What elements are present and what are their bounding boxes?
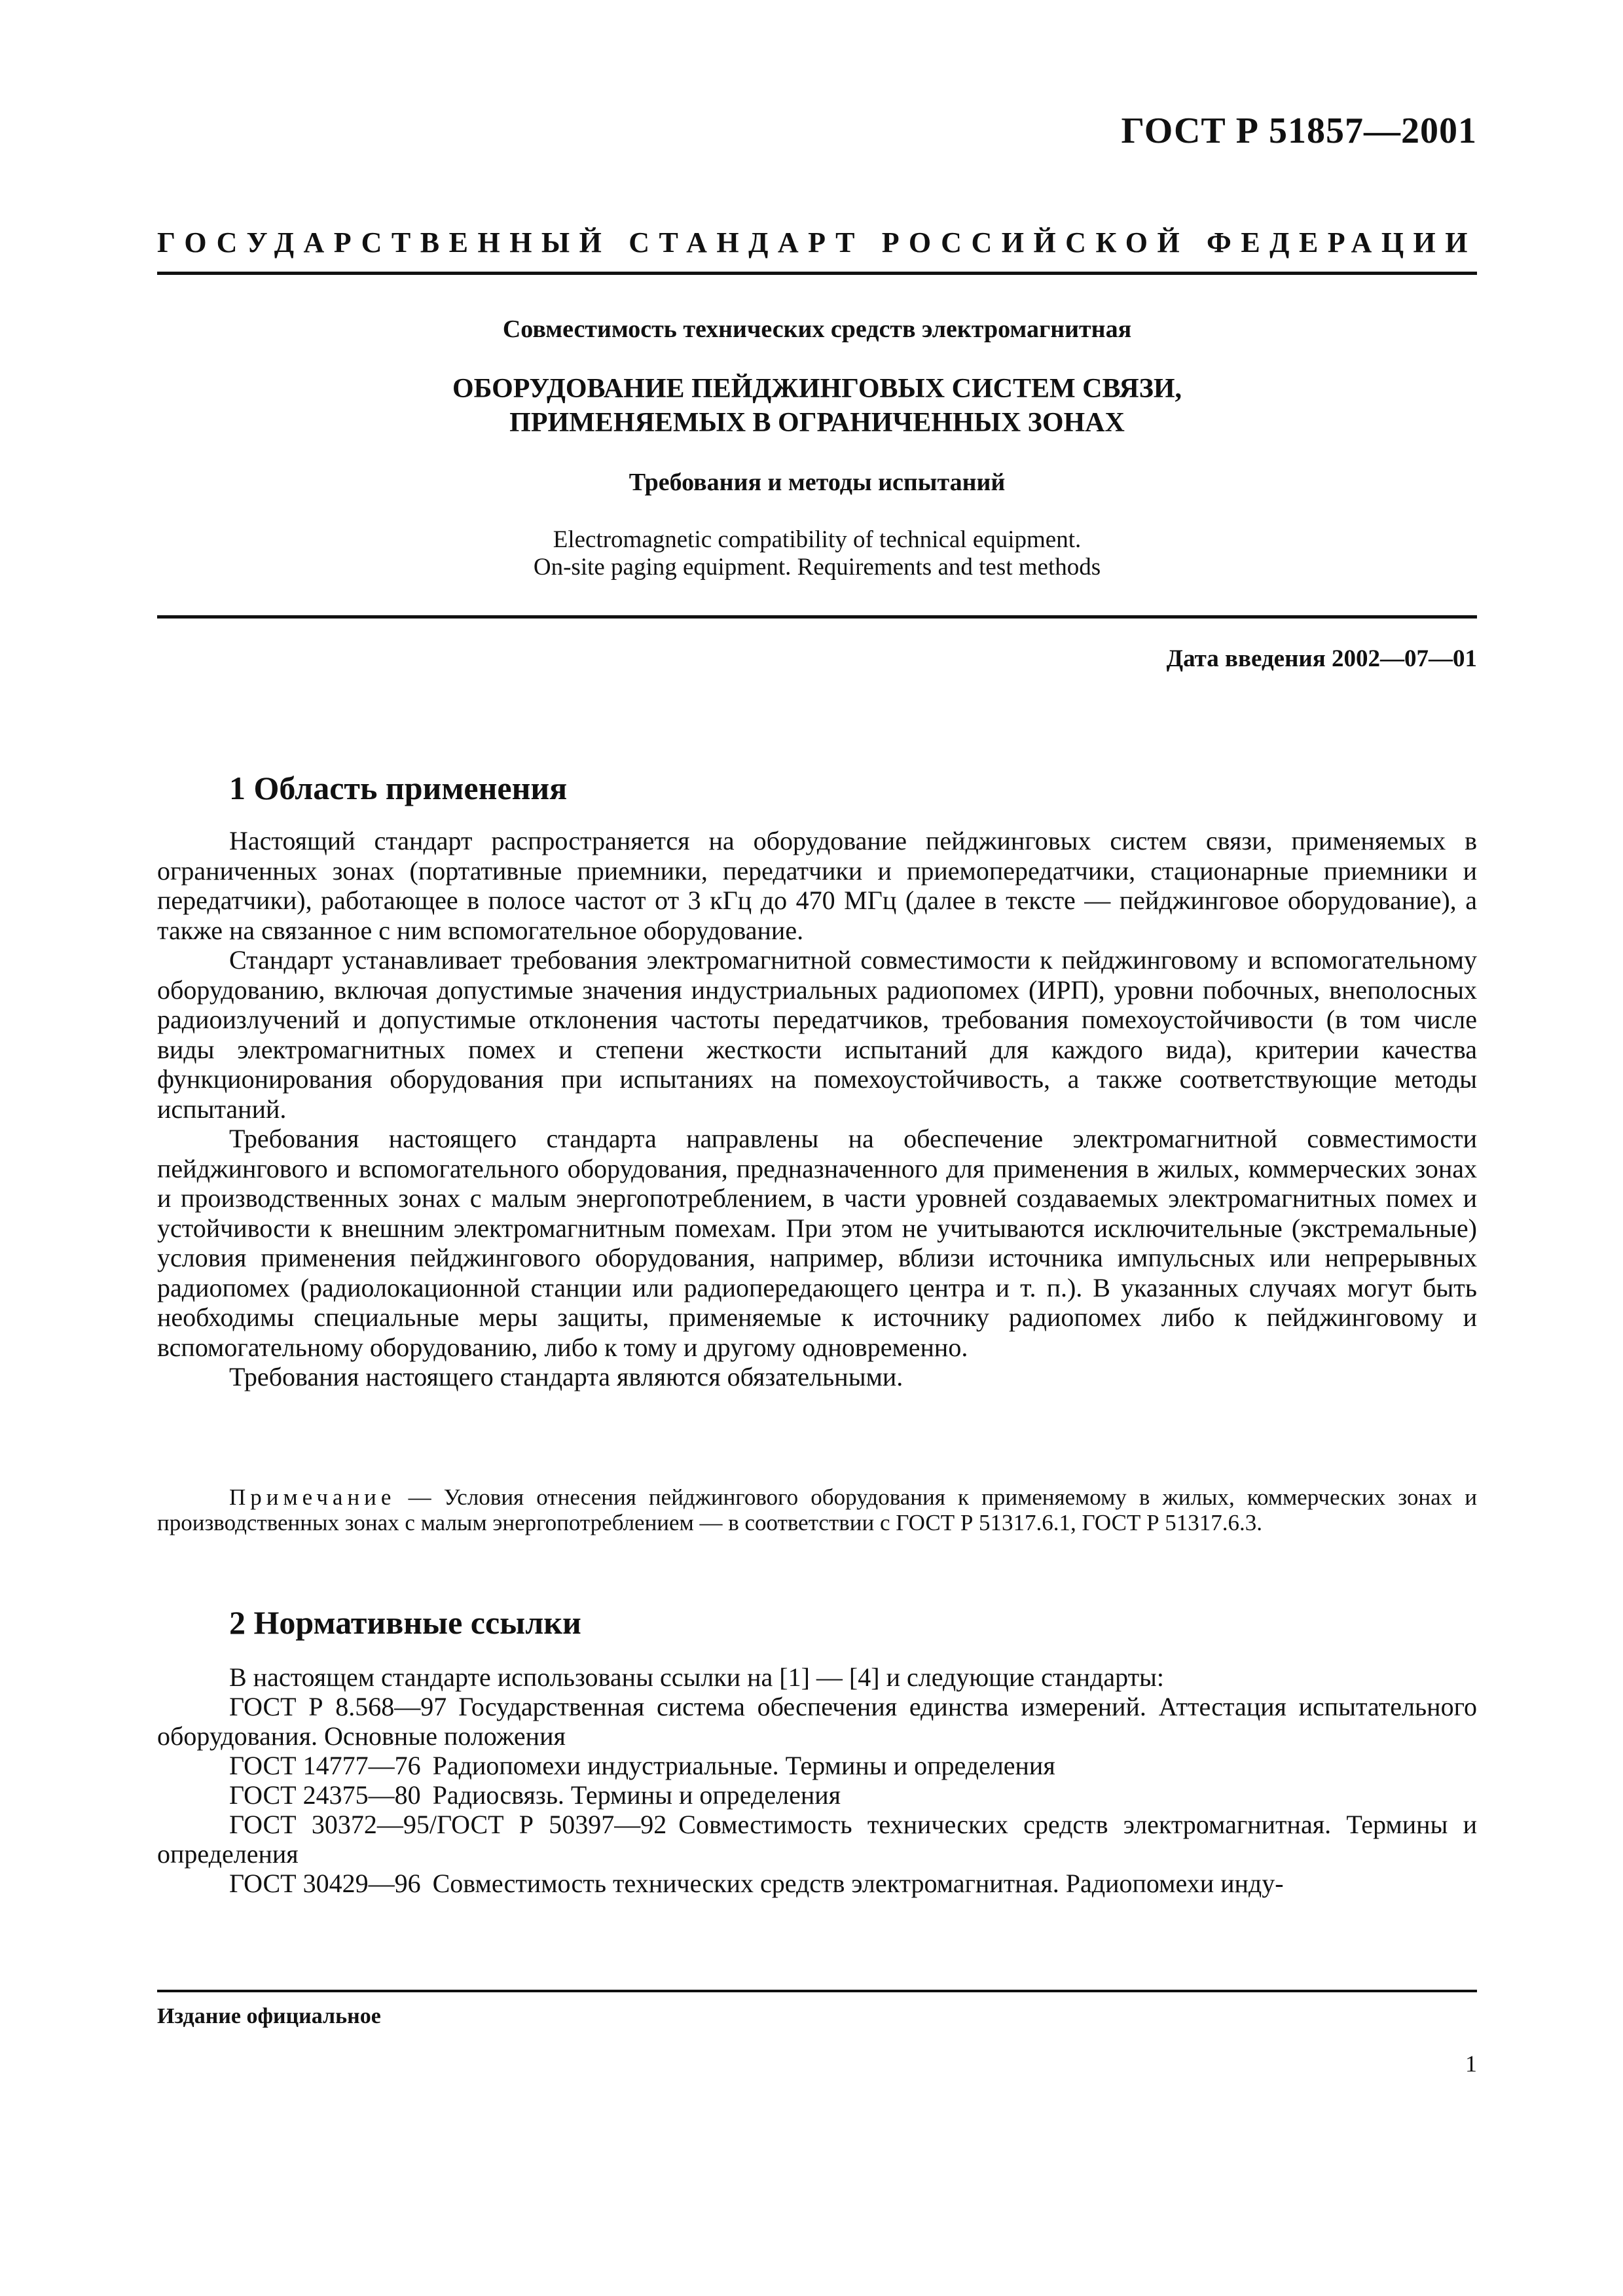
reference-item — [157, 1780, 1477, 1810]
section-2-heading: 2 Нормативные ссылки — [229, 1604, 581, 1641]
title-block — [157, 313, 1477, 581]
note-label: Примечание — [229, 1484, 396, 1510]
reference-title: Совместимость технических средств электромагнитная. Термины и определения — [157, 1810, 1478, 1869]
section-1-paragraph: Требования настоящего стандарта являются обязательными. — [229, 1362, 903, 1391]
page-number: 1 — [1465, 2051, 1477, 2077]
note-paragraph — [157, 1484, 1477, 1535]
reference-item — [157, 1869, 1477, 1898]
section-1-heading: 1 Область применения — [229, 770, 568, 806]
references-intro: В настоящем стандарте использованы ссылки на [1] — [4] и следующие стандарты: — [229, 1662, 1165, 1692]
introduction-date: Дата введения 2002—07—01 — [1166, 645, 1477, 672]
reference-code: ГОСТ 30429—96 — [229, 1869, 421, 1898]
reference-title: Государственная система обеспечения единства измерений. Аттестация испытательного оборудования. Основные положения — [157, 1692, 1477, 1751]
reference-code: ГОСТ 14777—76 — [229, 1751, 421, 1780]
main-title-line-1: ОБОРУДОВАНИЕ ПЕЙДЖИНГОВЫХ СИСТЕМ СВЯЗИ, — [452, 374, 1182, 404]
reference-item — [157, 1751, 1477, 1780]
main-title-line-2: ПРИМЕНЯЕМЫХ В ОГРАНИЧЕННЫХ ЗОНАХ — [509, 408, 1125, 438]
english-title — [157, 526, 1477, 581]
reference-code: ГОСТ Р 8.568—97 — [229, 1692, 447, 1721]
gost-number: ГОСТ Р 51857—2001 — [1121, 111, 1477, 151]
main-title — [157, 372, 1477, 440]
section-2-references — [157, 1662, 1477, 1898]
reference-title: Совместимость технических средств электромагнитная. Радиопомехи инду- — [432, 1869, 1284, 1898]
section-1-paragraph: Требования настоящего стандарта направлены на обеспечение электромагнитной совместимости пейджингового и вспомогательного оборудования, предназначенного для применения в жилых, коммерческих зонах и производственных зонах с малым энергопотреблением, в части уровней создаваемых электромагнитных помех и устойчивости к внешним электромагнитным помехам. При этом не учитываются исключительные (экстремальные) условия применения пейджингового оборудования, например, вблизи источника импульсных или непрерывных радиопомех (радиолокационной станции или радиопередающего центра и т. п.). В указанных случаях могут быть необходимы специальные меры защиты, применяемые к источнику радиопомех либо к пейджинговому и вспомогательному оборудованию, либо к тому и другому одновременно. — [157, 1124, 1477, 1362]
reference-title: Радиосвязь. Термины и определения — [432, 1780, 841, 1810]
note-text: — Условия отнесения пейджингового оборудования к применяемому в жилых, коммерческих зонах и производственных зонах с малым энергопотреблением — в соответствии с ГОСТ Р 51317.6.1, ГОСТ Р 51317.6.3. — [157, 1484, 1477, 1535]
standard-subtitle: Совместимость технических средств электромагнитная — [502, 315, 1132, 343]
english-title-line-1: Electromagnetic compatibility of technical equipment. — [553, 526, 1082, 553]
reference-item — [157, 1692, 1477, 1751]
state-standard-heading: ГОСУДАРСТВЕННЫЙ СТАНДАРТ РОССИЙСКОЙ ФЕДЕРАЦИИ — [157, 226, 1477, 259]
requirements-title: Требования и методы испытаний — [629, 469, 1006, 496]
reference-item — [157, 1810, 1477, 1869]
reference-code: ГОСТ 30372—95/ГОСТ Р 50397—92 — [229, 1810, 667, 1839]
section-1-paragraph: Стандарт устанавливает требования электромагнитной совместимости к пейджинговому и вспомогательному оборудованию, включая допустимые значения индустриальных радиопомех (ИРП), уровни побочных, внеполосных радиоизлучений и допустимые отклонения частоты передатчиков, требования помехоустойчивости (в том числе виды электромагнитных помех и степени жесткости испытаний для каждого вида), критерии качества функционирования оборудования при испытаниях на помехоустойчивость, а также соответствующие методы испытаний. — [157, 945, 1477, 1124]
section-1-paragraph: Настоящий стандарт распространяется на оборудование пейджинговых систем связи, применяемых в ограниченных зонах (портативные приемники, передатчики и приемопередатчики, стационарные приемники и передатчики), работающее в полосе частот от 3 кГц до 470 МГц (далее в тексте — пейджинговое оборудование), а также на связанное с ним вспомогательное оборудование. — [157, 826, 1477, 945]
top-divider — [157, 272, 1477, 275]
official-edition-label: Издание официальное — [157, 2004, 381, 2028]
reference-code: ГОСТ 24375—80 — [229, 1780, 421, 1810]
english-title-line-2: On-site paging equipment. Requirements and test methods — [533, 554, 1101, 581]
footer-divider — [157, 1990, 1477, 1992]
reference-title: Радиопомехи индустриальные. Термины и определения — [432, 1751, 1055, 1780]
section-1-body — [157, 826, 1477, 1392]
title-divider — [157, 615, 1477, 619]
section-1-note — [157, 1484, 1477, 1535]
